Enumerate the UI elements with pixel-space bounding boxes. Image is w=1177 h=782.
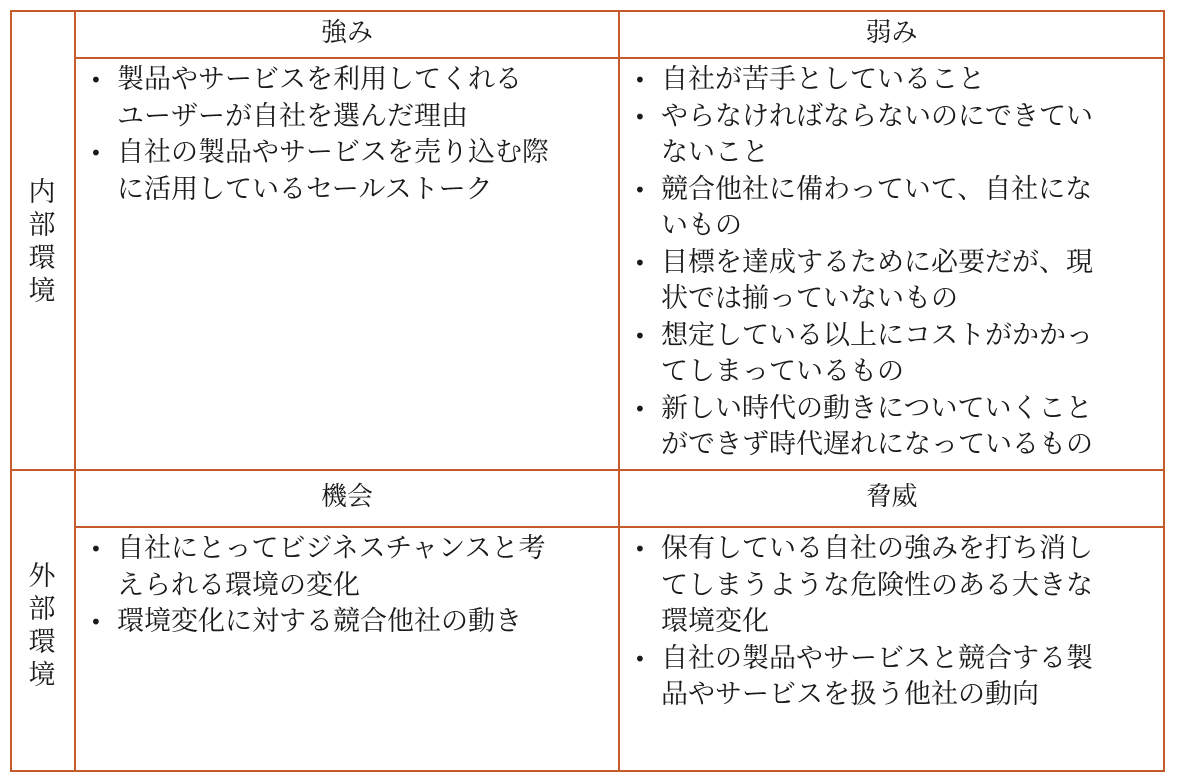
strengths-list (86, 62, 616, 208)
border-middle (10, 469, 1165, 471)
list-item: • 自社にとってビジネスチャンスと考 えられる環境の変化 (86, 531, 616, 604)
header-threats: 脅威 (865, 482, 918, 512)
list-item: • 環境変化に対する競合他社の動き (86, 604, 616, 641)
side-label-external: 外 部 環 境 (28, 561, 56, 691)
list-item: • 競合他社に備わっていて、自社にな いもの (630, 172, 1163, 245)
border-bottom (10, 770, 1165, 772)
list-item: • 想定している以上にコストがかかっ てしまっているもの (630, 318, 1163, 391)
border-center (618, 10, 620, 772)
swot-table (10, 10, 1165, 772)
list-item: • 自社の製品やサービスを売り込む際 に活用しているセールストーク (86, 135, 616, 208)
list-item: • 自社の製品やサービスと競合する製 品やサービスを扱う他社の動向 (630, 641, 1163, 714)
list-item: • 新しい時代の動きについていくこと ができず時代遅れになっているもの (630, 391, 1163, 464)
opportunities-list (86, 531, 616, 641)
header-opportunities: 機会 (320, 482, 373, 512)
weaknesses-list (630, 62, 1163, 464)
list-item: • 自社が苦手としていること (630, 62, 1163, 99)
header-weaknesses: 弱み (865, 18, 918, 48)
side-label-internal: 内 部 環 境 (28, 177, 56, 307)
header-strengths: 強み (320, 18, 373, 48)
list-item: • 目標を達成するために必要だが、現 状では揃っていないもの (630, 245, 1163, 318)
list-item: • 保有している自社の強みを打ち消し てしまうような危険性のある大きな 環境変化 (630, 531, 1163, 641)
border-top (10, 10, 1165, 12)
list-item: • やらなければならないのにできてい ないこと (630, 99, 1163, 172)
border-right (1163, 10, 1165, 772)
border-header-internal (75, 57, 1165, 59)
list-item: • 製品やサービスを利用してくれる ユーザーが自社を選んだ理由 (86, 62, 616, 135)
threats-list (630, 531, 1163, 714)
border-side-column (74, 10, 76, 772)
border-header-external (75, 526, 1165, 528)
border-left (10, 10, 12, 772)
